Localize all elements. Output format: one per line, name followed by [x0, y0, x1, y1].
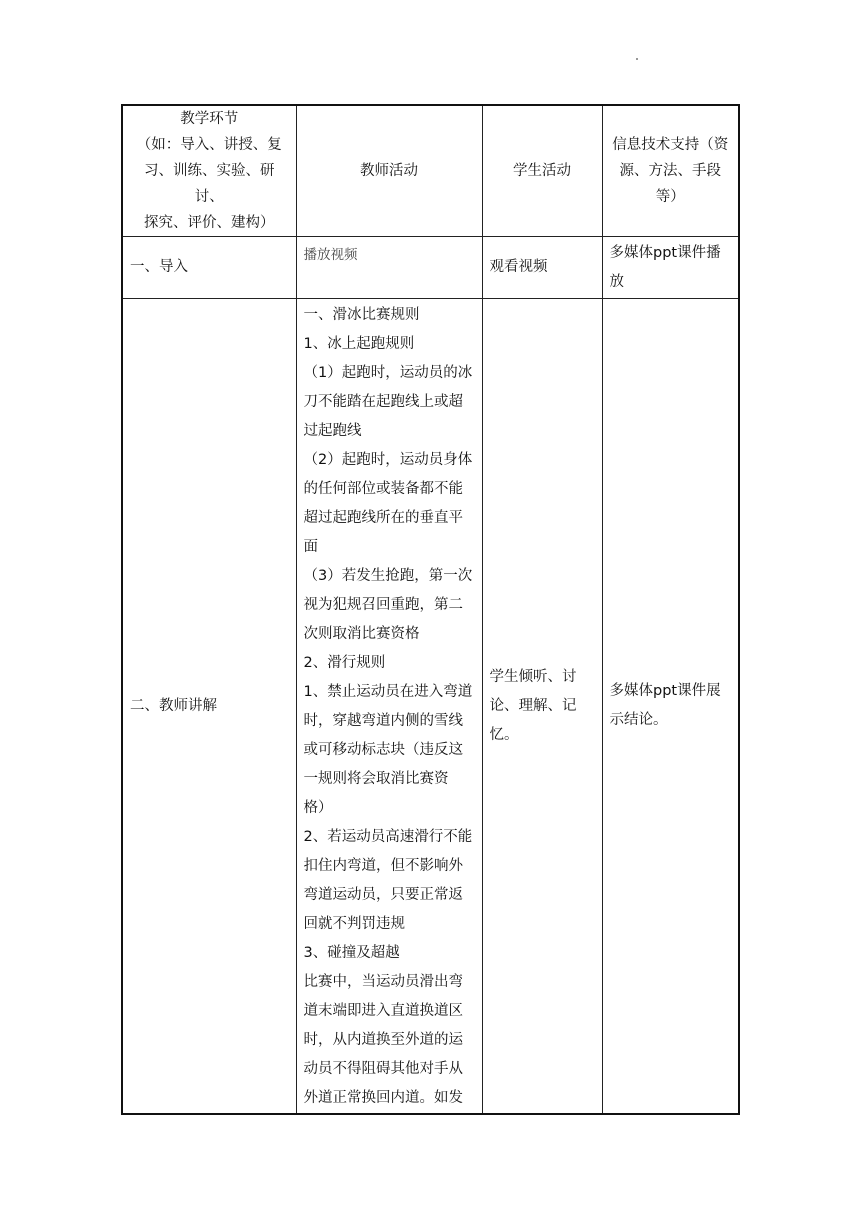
header-teacher-activity: 教师活动: [296, 105, 482, 237]
header-stage: 教学环节 （如：导入、讲授、复 习、训练、实验、研讨、 探究、评价、建构）: [122, 105, 296, 237]
header-student-activity: 学生活动: [482, 105, 602, 237]
table-row: [122, 299, 739, 1115]
row1-teacher: 播放视频: [296, 237, 482, 299]
row2-student: 学生倾听、讨 论、理解、记忆。: [482, 299, 602, 1115]
row1-student: 观看视频: [482, 237, 602, 299]
page-marker-dot: [636, 58, 638, 60]
row1-stage: 一、导入: [122, 237, 296, 299]
row1-tech: 多媒体ppt课件播 放: [602, 237, 739, 299]
table-header-row: [122, 105, 739, 237]
row2-tech: 多媒体ppt课件展 示结论。: [602, 299, 739, 1115]
header-tech-support: 信息技术支持（资 源、方法、手段等）: [602, 105, 739, 237]
row2-stage: 二、教师讲解: [122, 299, 296, 1115]
table-row: [122, 237, 739, 299]
lesson-plan-table: [121, 104, 740, 1115]
row2-teacher: 一、滑冰比赛规则 1、冰上起跑规则 （1）起跑时，运动员的冰 刀不能踏在起跑线上或超 过起跑线 （2）起跑时，运动员身体 的任何部位或装备都不能 超过起跑线所在的垂直平 面 （3）若发生抢跑，第一次 视为犯规召回重跑，第二 次则取消比赛资格 2、滑行规则 1、禁止运动员在进入弯道 时，穿越弯道内侧的雪线 或可移动标志块（违反这 一规则将会取消比赛资 格） 2、若运动员高速滑行不能 扣住内弯道，但不影响外 弯道运动员，只要正常返 回就不判罚违规 3、碰撞及超越 比赛中，当运动员滑出弯 道末端即进入直道换道区 时，从内道换至外道的运 动员不得阻碍其他对手从 外道正常换回内道。如发: [296, 299, 482, 1115]
